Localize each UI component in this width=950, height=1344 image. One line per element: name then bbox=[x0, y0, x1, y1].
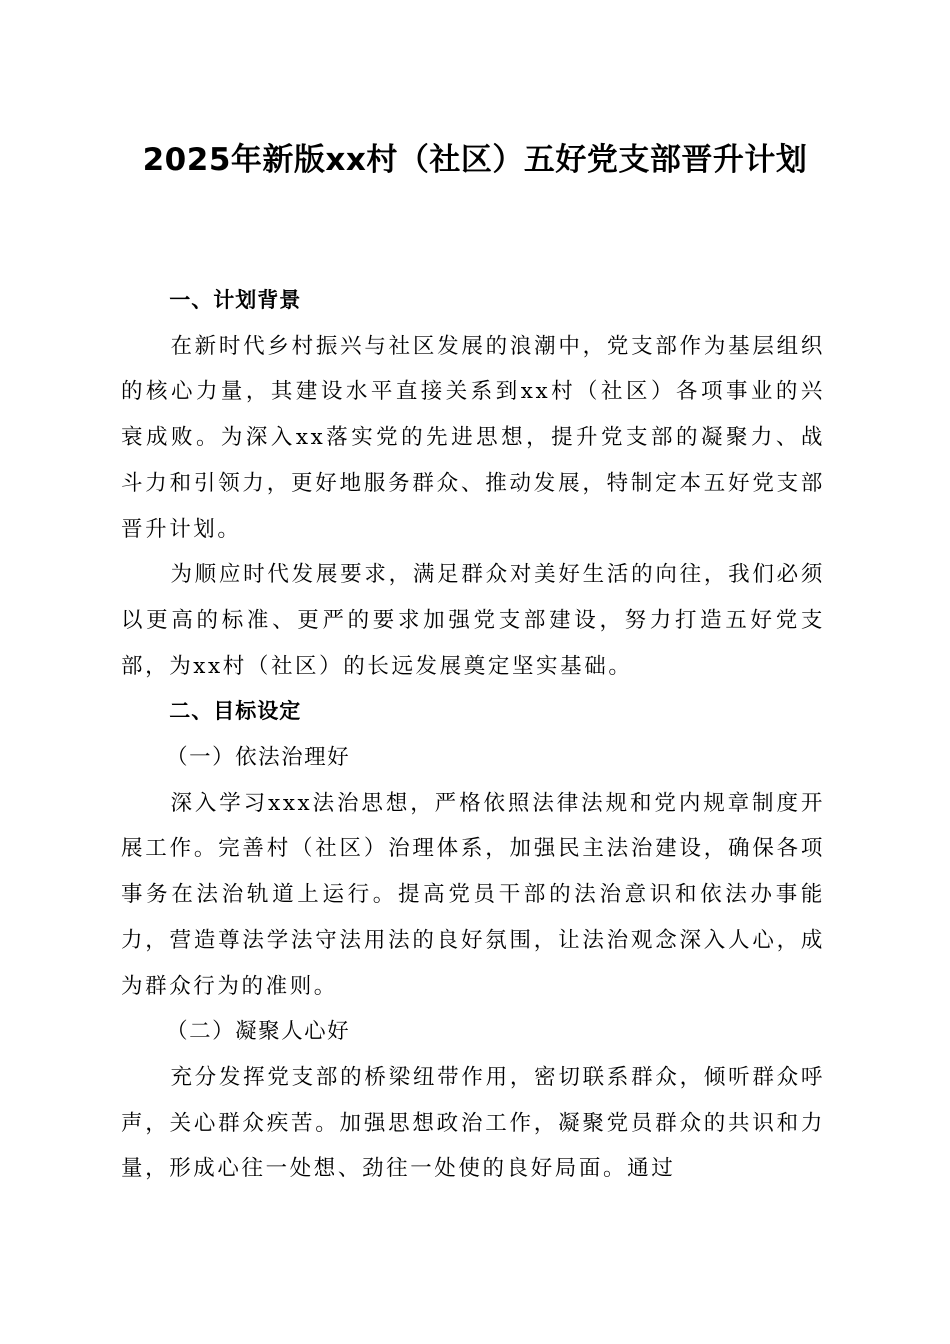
document-title: 2025年新版xx村（社区）五好党支部晋升计划 bbox=[142, 142, 808, 178]
section-heading-background: 一、计划背景 bbox=[169, 288, 302, 312]
rule-of-law-paragraph: 深入学习xxx法治思想，严格依照法律法规和党内规章制度开展工作。完善村（社区）治理体系，加强民主法治建设，确保各项事务在法治轨道上运行。提高党员干部的法治意识和依法办事能力，营造尊法学法守法用法的良好氛围，让法治观念深入人心，成为群众行为的准则。 bbox=[121, 790, 825, 999]
unity-paragraph: 充分发挥党支部的桥梁纽带作用，密切联系群众，倾听群众呼声，关心群众疾苦。加强思想政治工作，凝聚党员群众的共识和力量，形成心往一处想、劲往一处使的良好局面。通过 bbox=[121, 1064, 825, 1182]
subsection-heading-unity: （二）凝聚人心好 bbox=[166, 1019, 351, 1045]
section-heading-goals: 二、目标设定 bbox=[169, 699, 302, 724]
background-paragraph-1: 在新时代乡村振兴与社区发展的浪潮中，党支部作为基层组织的核心力量，其建设水平直接关系到xx村（社区）各项事业的兴衰成败。为深入xx落实党的先进思想，提升党支部的凝聚力、战斗力和引领力，更好地服务群众、推动发展，特制定本五好党支部晋升计划。 bbox=[121, 333, 825, 542]
document-body bbox=[121, 278, 825, 1192]
background-paragraph-2: 为顺应时代发展要求，满足群众对美好生活的向往，我们必须以更高的标准、更严的要求加强党支部建设，努力打造五好党支部，为xx村（社区）的长远发展奠定坚实基础。 bbox=[121, 562, 825, 679]
subsection-heading-rule-of-law: （一）依法治理好 bbox=[166, 745, 351, 771]
